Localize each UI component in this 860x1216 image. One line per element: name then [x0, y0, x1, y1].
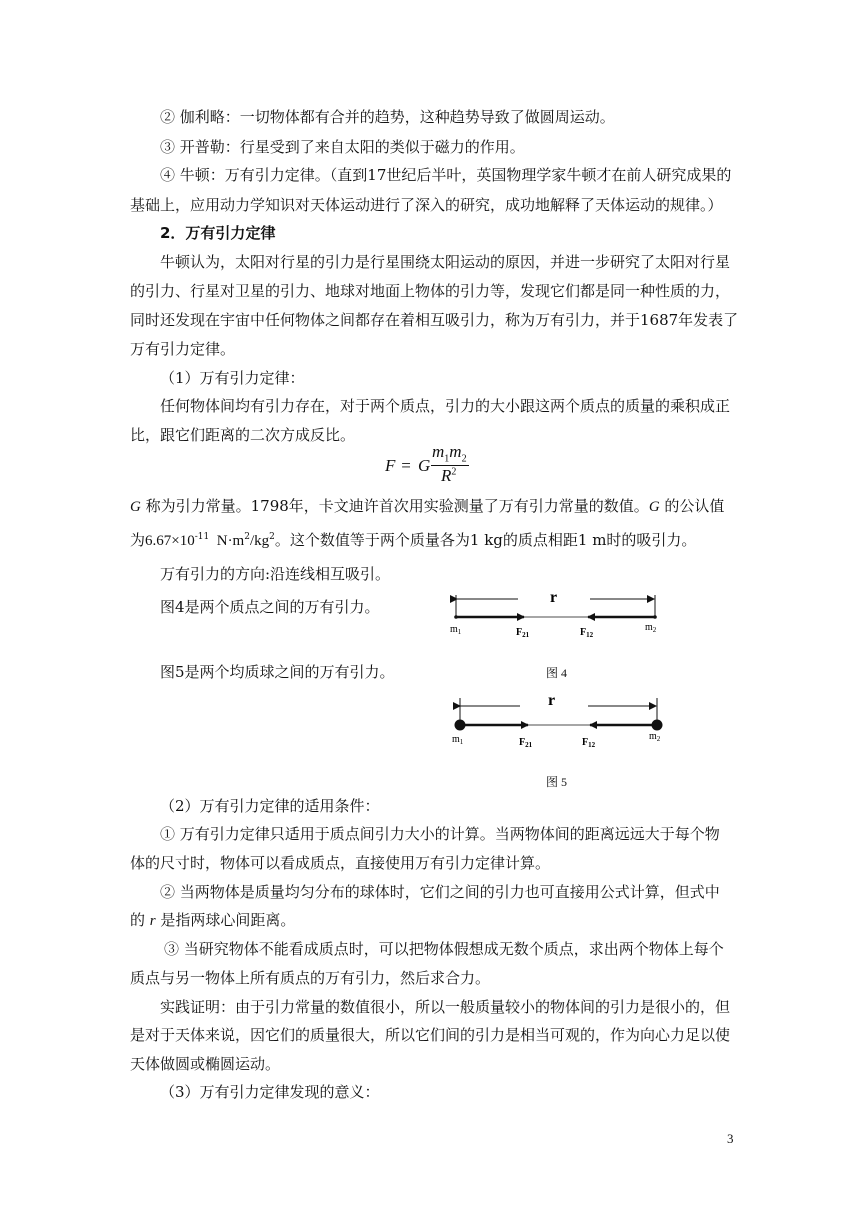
para2-line-1: 任何物体间均有引力存在，对于两个质点，引力的大小跟这两个质点的质量的乘积成正 — [160, 397, 731, 415]
kepler-line: ③ 开普勒：行星受到了来自太阳的类似于磁力的作用。 — [160, 138, 525, 156]
condition1-line-2: 体的尺寸时，物体可以看成质点，直接使用万有引力定律计算。 — [130, 854, 551, 872]
formula-equals: = — [397, 456, 416, 475]
newton-line-1: ④ 牛顿：万有引力定律。（直到17世纪后半叶，英国物理学家牛顿才在前人研究成果的 — [160, 166, 732, 184]
galileo-line: ② 伽利略：一切物体都有合并的趋势，这种趋势导致了做圆周运动。 — [160, 108, 615, 126]
figure-4-caption: 图 4 — [546, 666, 568, 680]
figure-4-diagram — [440, 585, 670, 645]
fig5-sphere-m2 — [652, 720, 663, 731]
g-constant-line-1: G 称为引力常量。1798年，卡文迪许首次用实验测量了万有引力常量的数值。G 的公认值 — [130, 497, 725, 515]
condition2-line-2: 的 r 是指两球心间距离。 — [130, 911, 296, 929]
para1-line-4: 万有引力定律。 — [130, 340, 236, 358]
para3-line-3: 天体做圆或椭圆运动。 — [130, 1055, 281, 1073]
fig4-f12-label: $F_{12}$ — [580, 627, 594, 639]
para1-line-2: 的引力、行星对卫星的引力、地球对地面上物体的引力等，发现它们都是同一种性质的力， — [130, 282, 731, 300]
fig5-description: 图5是两个均质球之间的万有引力。 — [160, 663, 395, 681]
fig4-r-label: r — [550, 589, 558, 606]
para2-line-2: 比，跟它们距离的二次方成反比。 — [130, 426, 356, 444]
formula-denominator: $R^2$ — [441, 466, 457, 485]
condition1-line-1: ① 万有引力定律只适用于质点间引力大小的计算。当两物体间的距离远远大于每个物 — [160, 825, 720, 843]
direction-line: 万有引力的方向:沿连线相互吸引。 — [160, 565, 391, 583]
fig5-sphere-m1 — [455, 720, 466, 731]
fig5-r-label: r — [548, 692, 556, 709]
fig5-f12-label: $F_{12}$ — [582, 737, 596, 749]
page-number: 3 — [727, 1131, 734, 1146]
fig4-description: 图4是两个质点之间的万有引力。 — [160, 598, 380, 616]
formula-numerator: $m_1m_2$ — [432, 442, 467, 465]
formula-f: F — [385, 456, 396, 475]
subheading-1: （1）万有引力定律： — [160, 369, 305, 387]
fig5-f21-label: $F_{21}$ — [519, 737, 533, 749]
figure-5-caption: 图 5 — [546, 775, 568, 789]
fig5-m1-label: $m_1$ — [452, 734, 464, 746]
subheading-3: （3）万有引力定律发现的意义： — [160, 1083, 380, 1101]
condition3-line-1: ③ 当研究物体不能看成质点时，可以把物体假想成无数个质点，求出两个物体上每个 — [164, 940, 724, 958]
newton-line-2: 基础上，应用动力学知识对天体运动进行了深入的研究，成功地解释了天体运动的规律。） — [130, 196, 723, 214]
para1-line-3: 同时还发现在宇宙中任何物体之间都存在着相互吸引力，称为万有引力，并于1687年发表了 — [130, 311, 739, 329]
subheading-2: （2）万有引力定律的适用条件： — [160, 797, 380, 815]
condition2-line-1: ② 当两物体是质量均匀分布的球体时，它们之间的引力也可直接用公式计算，但式中 — [160, 883, 720, 901]
section-heading: 2．万有引力定律 — [160, 224, 276, 242]
figure-5-diagram — [440, 690, 670, 750]
formula-g: G — [418, 456, 431, 475]
fig5-m2-label: $m_2$ — [649, 731, 661, 743]
fig4-m2-label: $m_2$ — [645, 622, 657, 634]
condition3-line-2: 质点与另一物体上所有质点的万有引力，然后求合力。 — [130, 969, 491, 987]
para3-line-2: 是对于天体来说，因它们的质量很大，所以它们间的引力是相当可观的，作为向心力足以使 — [130, 1026, 731, 1044]
g-constant-line-2: 为$6.67\times 10^{-11}$ $N\cdot m^2/kg^2$。这个数值等于两个质量各为1 kg的质点相距1 m时的吸引力。 — [130, 531, 697, 549]
para1-line-1: 牛顿认为，太阳对行星的引力是行星围绕太阳运动的原因，并进一步研究了太阳对行星 — [160, 253, 731, 271]
fig4-m1-label: $m_1$ — [450, 624, 462, 636]
para3-line-1: 实践证明：由于引力常量的数值很小，所以一般质量较小的物体间的引力是很小的，但 — [160, 998, 731, 1016]
fig4-f21-label: $F_{21}$ — [516, 627, 530, 639]
